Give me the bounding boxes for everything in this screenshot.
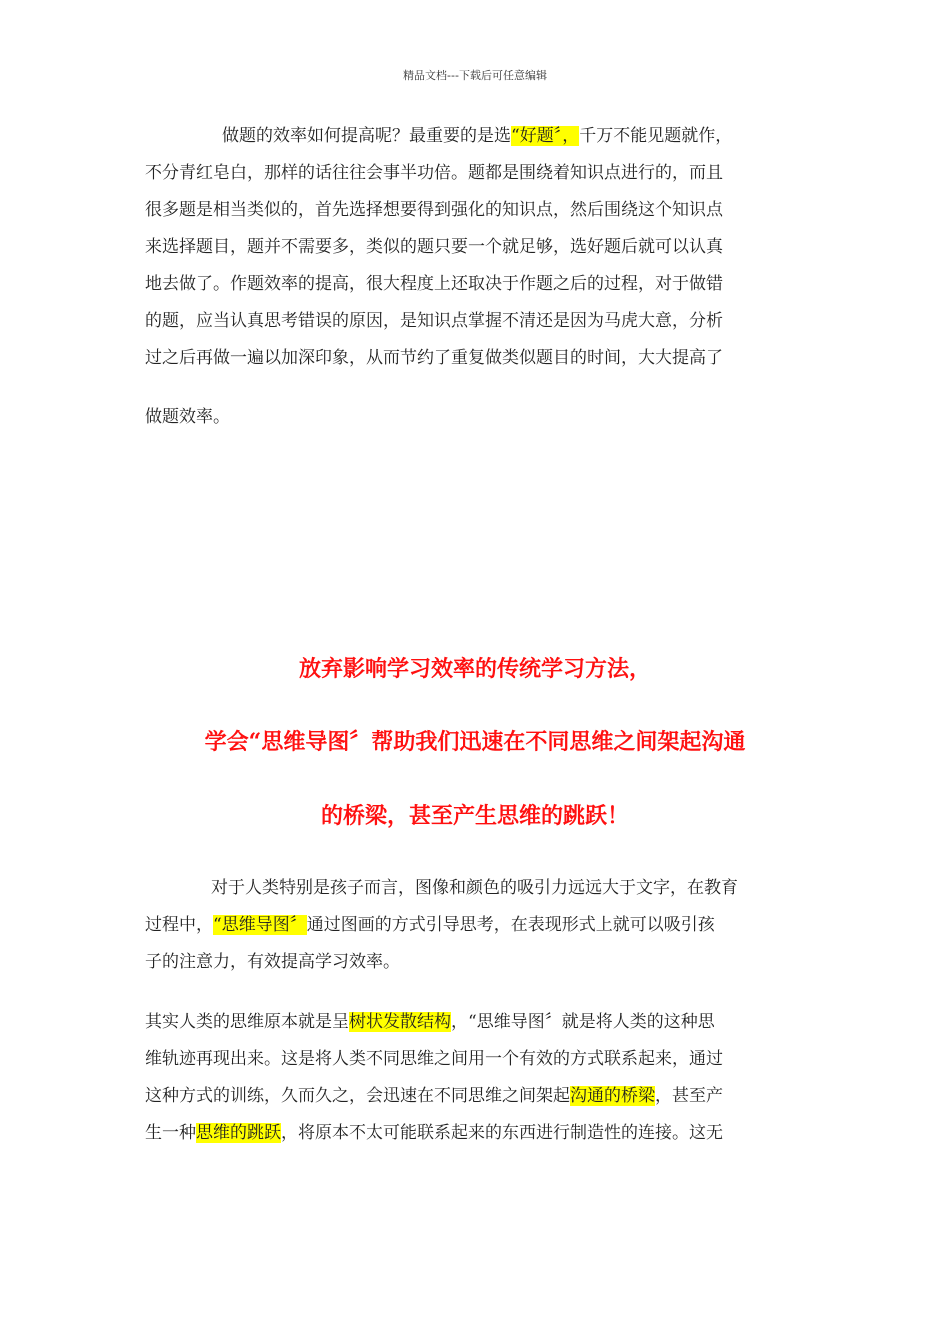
text-line: 对于人类特别是孩子而言，图像和颜色的吸引力远远大于文字，在教育 xyxy=(211,878,738,898)
paragraph-efficiency xyxy=(145,118,810,436)
heading-line-3: 的桥梁，甚至产生思维的跳跃！ xyxy=(320,803,629,829)
text-line: 子的注意力，有效提高学习效率。 xyxy=(145,952,400,972)
highlight-mind-map: “思维导图〞 xyxy=(213,915,307,935)
text-line: 做题效率。 xyxy=(145,407,230,427)
text-line: 不分青红皂白，那样的话往往会事半功倍。题都是围绕着知识点进行的，而且 xyxy=(145,163,723,183)
text-line: 过程中，“思维导图〞通过图画的方式引导思考，在表现形式上就可以吸引孩 xyxy=(145,915,715,935)
text-line: 维轨迹再现出来。这是将人类不同思维之间用一个有效的方式联系起来，通过 xyxy=(145,1049,723,1069)
highlight-tree-structure: 树状发散结构 xyxy=(349,1012,451,1032)
text-line: 生一种思维的跳跃，将原本不太可能联系起来的东西进行制造性的连接。这无 xyxy=(145,1123,723,1143)
text-line: 的题，应当认真思考错误的原因，是知识点掌握不清还是因为马虎大意，分析 xyxy=(145,311,723,331)
highlight-thinking-leap: 思维的跳跃 xyxy=(196,1123,281,1143)
text-line: 过之后再做一遍以加深印象，从而节约了重复做类似题目的时间，大大提高了 xyxy=(145,348,723,368)
highlight-good-questions: “好题〞， xyxy=(511,126,580,146)
text-line: 做题的效率如何提高呢？最重要的是选“好题〞，千万不能见题就作， xyxy=(222,126,733,146)
text-line: 来选择题目，题并不需要多，类似的题只要一个就足够，选好题后就可以认真 xyxy=(145,237,723,257)
heading-line-2: 学会“思维导图〞帮助我们迅速在不同思维之间架起沟通 xyxy=(204,729,746,755)
highlight-bridge: 沟通的桥梁 xyxy=(570,1086,655,1106)
heading-line-1: 放弃影响学习效率的传统学习方法， xyxy=(298,656,651,682)
page-header: 精品文档---下载后可任意编辑 xyxy=(403,69,547,82)
text-line: 很多题是相当类似的，首先选择想要得到强化的知识点，然后围绕这个知识点 xyxy=(145,200,723,220)
text-line: 其实人类的思维原本就是呈树状发散结构，“思维导图〞就是将人类的这种思 xyxy=(145,1012,715,1032)
paragraph-mind-map-detail xyxy=(145,1004,810,1152)
text-line: 这种方式的训练，久而久之，会迅速在不同思维之间架起沟通的桥梁，甚至产 xyxy=(145,1086,723,1106)
text-line: 地去做了。作题效率的提高，很大程度上还取决于作题之后的过程，对于做错 xyxy=(145,274,723,294)
paragraph-mind-map-intro xyxy=(145,870,810,981)
